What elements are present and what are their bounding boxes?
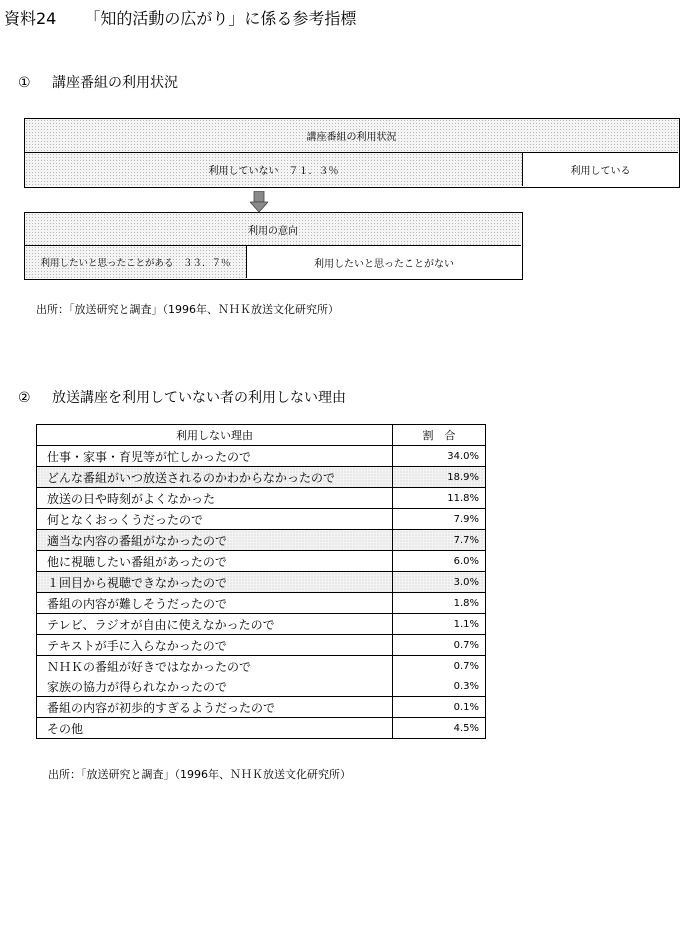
reason-cell: 仕事・家事・育児等が忙しかったので: [37, 446, 393, 467]
table-row: [37, 697, 486, 718]
usage-using: 利用している: [570, 166, 631, 177]
down-arrow-icon: [250, 191, 268, 213]
table-row: [37, 509, 486, 530]
usage-chart: [24, 118, 680, 188]
reason-cell: 番組の内容が初歩的すぎるようだったので: [37, 697, 393, 718]
ratio-cell: 11.8%: [393, 488, 486, 509]
document-label: 資料24: [4, 9, 57, 28]
document-title: 「知的活動の広がり」に係る参考指標: [84, 9, 357, 28]
table-row: [37, 593, 486, 614]
ratio-cell: 7.9%: [393, 509, 486, 530]
usage-not-using: 利用していない ７１．３％: [25, 153, 523, 186]
usage-chart-title: 講座番組の利用状況: [25, 119, 678, 153]
table-row: [37, 446, 486, 467]
reason-cell: テレビ、ラジオが自由に使えなかったので: [37, 614, 393, 635]
section2-source: 出所：「放送研究と調査」（1996年、ＮＨＫ放送文化研究所）: [48, 768, 351, 781]
section1-number: ①: [18, 75, 31, 91]
table-row: [37, 530, 486, 551]
reason-cell: ＮＨＫの番組が好きではなかったので: [37, 656, 393, 677]
ratio-cell: 0.7%: [393, 656, 486, 677]
ratio-cell: 34.0%: [393, 446, 486, 467]
reason-cell: その他: [37, 718, 393, 739]
table-row: [37, 614, 486, 635]
ratio-cell: 0.1%: [393, 697, 486, 718]
table-row: [37, 551, 486, 572]
ratio-cell: 3.0%: [393, 572, 486, 593]
page-title: [4, 6, 356, 29]
ratio-cell: 18.9%: [393, 467, 486, 488]
section1-source: 出所：「放送研究と調査」（1996年、ＮＨＫ放送文化研究所）: [36, 303, 339, 316]
header-ratio: 割 合: [393, 425, 486, 446]
reason-cell: 放送の日や時刻がよくなかった: [37, 488, 393, 509]
section1-heading-text: 講座番組の利用状況: [52, 75, 178, 91]
reason-cell: 番組の内容が難しそうだったので: [37, 593, 393, 614]
intention-chart: [24, 212, 523, 280]
table-row: [37, 718, 486, 739]
section1-heading: [18, 72, 178, 92]
ratio-cell: 0.3%: [393, 676, 486, 697]
reason-cell: 適当な内容の番組がなかったので: [37, 530, 393, 551]
reasons-table: [36, 424, 486, 739]
section2-heading: [18, 387, 346, 407]
reason-cell: 他に視聴したい番組があったので: [37, 551, 393, 572]
intention-not-want: 利用したいと思ったことがない: [314, 258, 454, 270]
reason-cell: 家族の協力が得られなかったので: [37, 676, 393, 697]
ratio-cell: 0.7%: [393, 635, 486, 656]
ratio-cell: 7.7%: [393, 530, 486, 551]
reason-cell: １回目から視聴できなかったので: [37, 572, 393, 593]
table-row: [37, 676, 486, 697]
table-row: [37, 488, 486, 509]
ratio-cell: 6.0%: [393, 551, 486, 572]
table-row: [37, 656, 486, 677]
table-row: [37, 467, 486, 488]
ratio-cell: 1.1%: [393, 614, 486, 635]
table-row: [37, 572, 486, 593]
ratio-cell: 4.5%: [393, 718, 486, 739]
table-header-row: [37, 425, 486, 446]
reason-cell: どんな番組がいつ放送されるのかわからなかったので: [37, 467, 393, 488]
table-row: [37, 635, 486, 656]
reason-cell: 何となくおっくうだったので: [37, 509, 393, 530]
intention-want: 利用したいと思ったことがある ３３．７％: [25, 246, 247, 278]
section2-number: ②: [18, 390, 31, 406]
header-reason: 利用しない理由: [37, 425, 393, 446]
ratio-cell: 1.8%: [393, 593, 486, 614]
reason-cell: テキストが手に入らなかったので: [37, 635, 393, 656]
section2-heading-text: 放送講座を利用していない者の利用しない理由: [52, 390, 346, 406]
intention-chart-title: 利用の意向: [25, 213, 521, 246]
